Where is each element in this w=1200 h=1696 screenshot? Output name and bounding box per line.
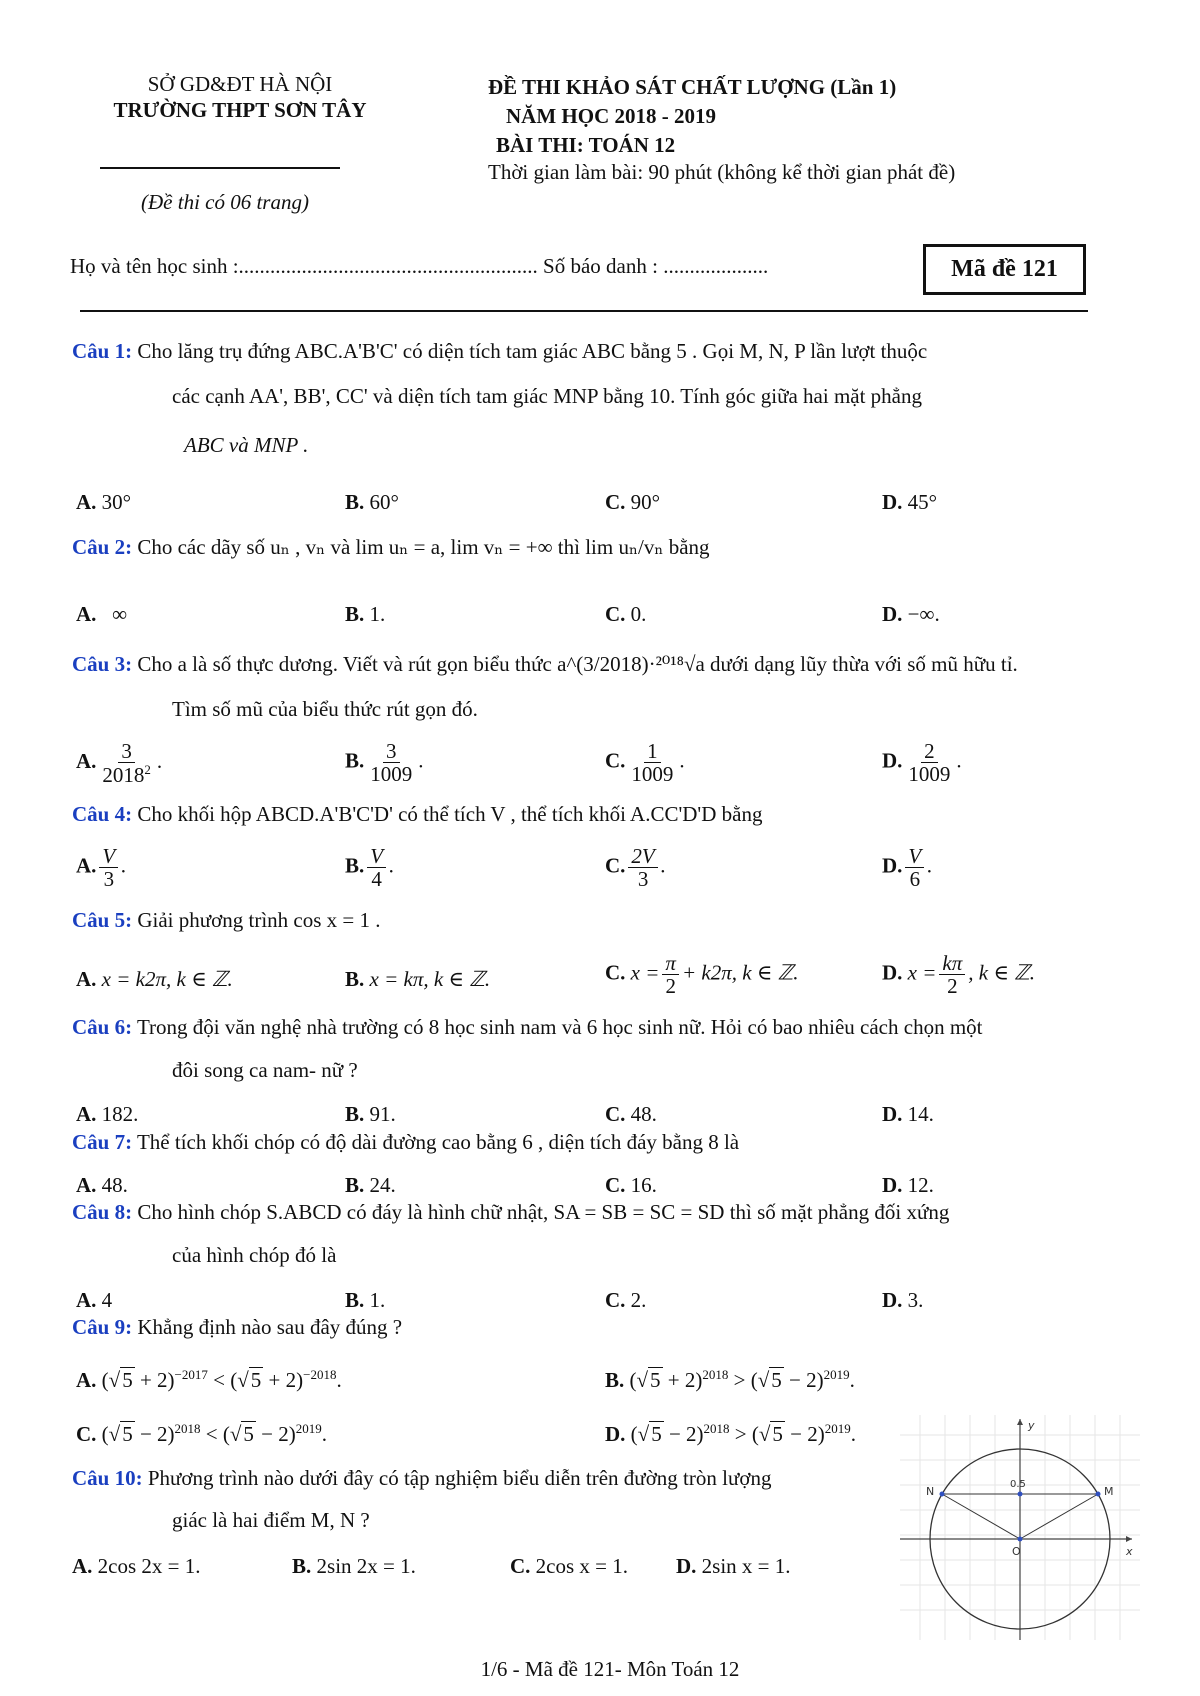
option-d: D. 12. — [882, 1173, 934, 1197]
option-d: D. $\frac{2}{1009}$ . — [882, 739, 962, 787]
question-3 — [72, 652, 1018, 677]
option-a: A. $(√5 + 2)^{-2017} < (√5 + 2)^{-2018}$. — [76, 1367, 342, 1392]
question-text: Khẳng định nào sau đây đúng ? — [137, 1315, 403, 1339]
option-b: B. 2sin 2x = 1. — [292, 1554, 416, 1578]
question-text: Cho lăng trụ đứng ABC.A'B'C' có diện tích tam giác ABC bằng 5 . Gọi M, N, P lần lượt thuộc — [137, 339, 928, 363]
question-3-line2: Tìm số mũ của biểu thức rút gọn đó. — [172, 697, 478, 721]
question-8-line2: của hình chóp đó là — [172, 1243, 337, 1267]
question-label: Câu 1: — [72, 339, 133, 363]
option-c: C. 16. — [605, 1173, 657, 1197]
exam-code-box: Mã đề 121 — [923, 244, 1086, 295]
point-origin — [1018, 1537, 1023, 1542]
question-9 — [72, 1315, 402, 1340]
option-c: C. $\frac{2V}{3}$ . — [605, 844, 666, 892]
question-label: Câu 9: — [72, 1315, 133, 1339]
origin-label: O — [1012, 1545, 1021, 1558]
unit-circle-figure — [900, 1415, 1140, 1640]
option-a: A. 4 — [76, 1288, 113, 1312]
option-b: B. $(√5 + 2)^{2018} > (√5 - 2)^{2019}$. — [605, 1367, 855, 1392]
option-c: C. 2cos x = 1. — [510, 1554, 629, 1578]
page-footer: 1/6 - Mã đề 121- Môn Toán 12 — [480, 1657, 740, 1681]
option-c: C. x = $\frac{\pi}{2}$ + k2π, k ∈ ℤ. — [605, 951, 799, 999]
question-text: Cho a là số thực dương. Viết và rút gọn biểu thức a^(3/2018)·²⁰¹⁸√a dưới dạng lũy thừa với số mũ hữu tỉ. — [137, 652, 1018, 676]
option-a: A. 2cos 2x = 1. — [72, 1554, 201, 1578]
option-d: D. 14. — [882, 1102, 934, 1126]
option-a: A. 48. — [76, 1173, 128, 1197]
question-label: Câu 10: — [72, 1466, 143, 1490]
m-label: M — [1104, 1485, 1114, 1498]
option-d: D. x = $\frac{k\pi}{2}$ , k ∈ ℤ. — [882, 951, 1036, 999]
option-d: D. $\frac{V}{6}$ . — [882, 844, 933, 892]
question-text: Giải phương trình cos x = 1 . — [137, 908, 381, 932]
y-axis-label: y — [1028, 1419, 1035, 1432]
option-d: D. 2sin x = 1. — [676, 1554, 791, 1578]
option-a: A. 30° — [76, 490, 132, 514]
option-a: A. ∞ — [76, 602, 128, 626]
option-b: B. $\frac{V}{4}$ . — [345, 844, 395, 892]
option-a: A. x = k2π, k ∈ ℤ. — [76, 967, 233, 991]
question-10-line2: giác là hai điểm M, N ? — [172, 1508, 370, 1532]
point-m — [1096, 1492, 1101, 1497]
option-c: C. $\frac{1}{1009}$ . — [605, 739, 685, 787]
exam-title: ĐỀ THI KHẢO SÁT CHẤT LƯỢNG (Lần 1) — [488, 75, 897, 99]
dept-name: SỞ GD&ĐT HÀ NỘI — [147, 72, 333, 96]
option-a: A. $\frac{V}{3}$ . — [76, 844, 127, 892]
option-c: C. 2. — [605, 1288, 647, 1312]
question-6 — [72, 1015, 983, 1040]
question-text: Thể tích khối chóp có độ dài đường cao bằng 6 , diện tích đáy bằng 8 là — [136, 1130, 740, 1154]
question-label: Câu 8: — [72, 1200, 133, 1224]
option-c: C. $(√5 - 2)^{2018} < (√5 - 2)^{2019}$. — [76, 1421, 328, 1446]
question-label: Câu 4: — [72, 802, 133, 826]
option-a: A. $\frac{3}{2018^2}$ . — [76, 739, 163, 788]
question-10 — [72, 1466, 771, 1491]
option-b: B. 1. — [345, 1288, 386, 1312]
info-divider — [80, 310, 1088, 312]
question-text: Cho khối hộp ABCD.A'B'C'D' có thể tích V , thể tích khối A.CC'D'D bằng — [137, 802, 763, 826]
half-value-label: 0.5 — [1010, 1479, 1026, 1490]
question-1 — [72, 339, 927, 364]
option-d: D. $(√5 - 2)^{2018} > (√5 - 2)^{2019}$. — [605, 1421, 857, 1446]
point-half — [1018, 1492, 1023, 1497]
option-c: C. 0. — [605, 602, 647, 626]
option-b: B. 24. — [345, 1173, 396, 1197]
radius-on — [942, 1494, 1020, 1539]
header-divider — [100, 167, 340, 169]
option-c: C. 48. — [605, 1102, 657, 1126]
question-2 — [72, 535, 710, 560]
question-text: Cho hình chóp S.ABCD có đáy là hình chữ nhật, SA = SB = SC = SD thì số mặt phẳng đối xứng — [137, 1200, 950, 1224]
option-d: D. 3. — [882, 1288, 924, 1312]
exam-time: Thời gian làm bài: 90 phút (không kể thời gian phát đề) — [488, 160, 956, 184]
question-label: Câu 3: — [72, 652, 133, 676]
question-7 — [72, 1130, 739, 1155]
question-label: Câu 5: — [72, 908, 133, 932]
x-axis-label: x — [1126, 1545, 1133, 1558]
question-5 — [72, 908, 380, 933]
option-b: B. 91. — [345, 1102, 396, 1126]
question-text: Cho các dãy số uₙ , vₙ và lim uₙ = a, lim vₙ = +∞ thì lim uₙ/vₙ bằng — [137, 535, 710, 559]
school-year: NĂM HỌC 2018 - 2019 — [506, 104, 716, 128]
question-label: Câu 6: — [72, 1015, 133, 1039]
option-b: B. x = kπ, k ∈ ℤ. — [345, 967, 491, 991]
question-label: Câu 2: — [72, 535, 133, 559]
point-n — [940, 1492, 945, 1497]
radius-om — [1020, 1494, 1098, 1539]
option-d: D. −∞. — [882, 602, 940, 626]
n-label: N — [926, 1485, 935, 1498]
question-text: Trong đội văn nghệ nhà trường có 8 học sinh nam và 6 học sinh nữ. Hỏi có bao nhiêu cách chọn một — [136, 1015, 983, 1039]
question-text: Phương trình nào dưới đây có tập nghiệm biểu diễn trên đường tròn lượng — [147, 1466, 772, 1490]
option-b: B. 1. — [345, 602, 386, 626]
option-a: A. 182. — [76, 1102, 139, 1126]
question-1-line2: các cạnh AA', BB', CC' và diện tích tam giác MNP bằng 10. Tính góc giữa hai mặt phẳng — [172, 384, 923, 408]
option-b: B. 60° — [345, 490, 399, 514]
student-info-line: Họ và tên học sinh :......................................................... Số báo danh : .................... — [70, 254, 769, 278]
school-name: TRƯỜNG THPT SƠN TÂY — [113, 98, 367, 122]
question-4 — [72, 802, 762, 827]
option-c: C. 90° — [605, 490, 661, 514]
option-b: B. $\frac{3}{1009}$ . — [345, 739, 424, 787]
question-label: Câu 7: — [72, 1130, 133, 1154]
question-8 — [72, 1200, 949, 1225]
question-1-line3: ABC và MNP . — [184, 433, 309, 457]
pages-note: (Đề thi có 06 trang) — [141, 190, 309, 214]
question-6-line2: đôi song ca nam- nữ ? — [172, 1058, 358, 1082]
exam-subject: BÀI THI: TOÁN 12 — [496, 133, 676, 157]
option-d: D. 45° — [882, 490, 938, 514]
